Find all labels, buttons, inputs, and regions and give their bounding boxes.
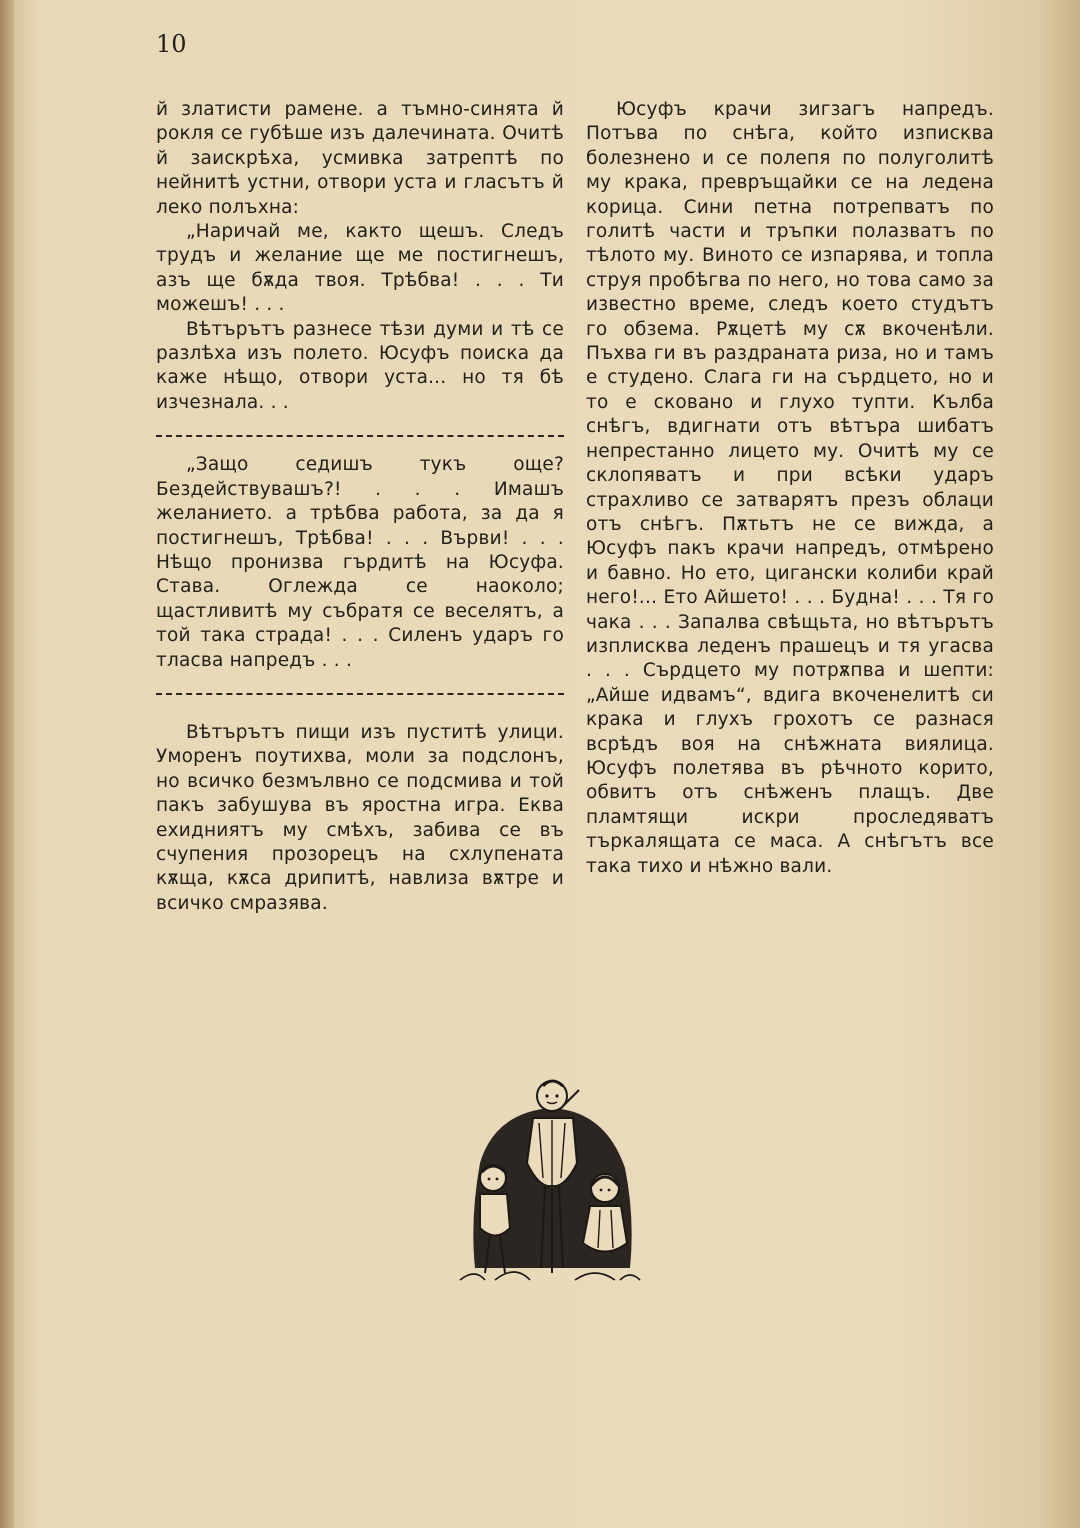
right-column <box>586 98 994 879</box>
section-divider-1 <box>156 435 564 437</box>
page-number: 10 <box>156 30 187 58</box>
left-paragraph-5: Вѣтърътъ пищи изъ пуститѣ улици. Уморенъ поутихва, моли за подслонъ, но всичко безмълвно се подсмива и той пакъ забушува въ яростна игра. Еква ехидниятъ му смѣхъ, забива се въ счупения прозорецъ на схлупената кѫща, кѫса дрипитѣ, навлиза вѫтре и всичко смразява. <box>156 721 564 914</box>
children-flowers-illustration-icon <box>455 1068 645 1290</box>
page-binding-shadow <box>0 0 14 1528</box>
left-paragraph-1: й златисти рамене. а тъмно-синята й рокля се губѣше изъ далечината. Очитѣ й заискрѣха, усмивка затрептѣ по нейнитѣ устни, отвори уста и гласътъ й леко полъхна: <box>156 99 564 218</box>
left-paragraph-3: Вѣтърътъ разнесе тѣзи думи и тѣ се разлѣха изъ полето. Юсуфъ поиска да каже нѣщо, отвори уста... но тя бѣ изчезнала. . . <box>156 318 564 413</box>
left-paragraph-4: „Защо седишъ тукъ още? Бездействувашъ?! . . . Имашъ желанието. а трѣбва работа, за да я постигнешъ, Трѣбва! . . . Върви! . . . Нѣщо пронизва гърдитѣ на Юсуфа. Става. Оглежда се наоколо; щастливитѣ му събратя се веселятъ, а той така страда! . . . Силенъ ударъ го тласва напредъ . . . <box>156 454 564 671</box>
left-paragraph-2: „Наричай ме, както щешъ. Следъ трудъ и желание ще ме постигнешъ, азъ ще бѫда твоя. Трѣбва! . . . Ти можешъ! . . . <box>156 221 564 316</box>
section-divider-2 <box>156 693 564 695</box>
right-paragraph-1: Юсуфъ крачи зигзагъ напредъ. Потъва по снѣга, който изписква болезнено и се полепя по полуголитѣ му крака, превръщайки се на ледена корица. Сини петна потрепватъ по голитѣ части и тръпки полазватъ по тѣлото му. Виното се изпарява, и топла струя пробѣгва по него, но това само за известно време, следъ което студътъ го обзема. Рѫцетѣ му сѫ вкоченѣли. Пъхва ги въ раздраната риза, но и тамъ е студено. Слага ги на сърдцето, но и то е сковано и глухо тупти. Кълба снѣгъ, вдигнати отъ вѣтъра шибатъ непрестанно лицето му. Очитѣ му се склопяватъ и при всѣки ударъ страхливо се затварятъ презъ облаци отъ снѣгъ. Пѫтьтъ не се вижда, а Юсуфъ пакъ крачи напредъ, отмѣрено и бавно. Но ето, цигански колиби край него!... Ето Айшето! . . . Будна! . . . Тя го чака . . . Запалва свѣщьта, но вѣтърътъ изплисква леденъ прашецъ и тя угасва . . . Сърдцето му потрѫпва и шепти: „Айше идвамъ“, вдига вкоченелитѣ си крака и глухъ грохотъ се разнася всрѣдъ воя на снѣжната виялица. Юсуфъ полетява въ рѣчното корито, обвитъ отъ снѣженъ плащъ. Две пламтящи искри проследяватъ търкалящата се маса. А снѣгътъ все така тихо и нѣжно вали. <box>586 99 994 877</box>
left-column <box>156 98 564 916</box>
